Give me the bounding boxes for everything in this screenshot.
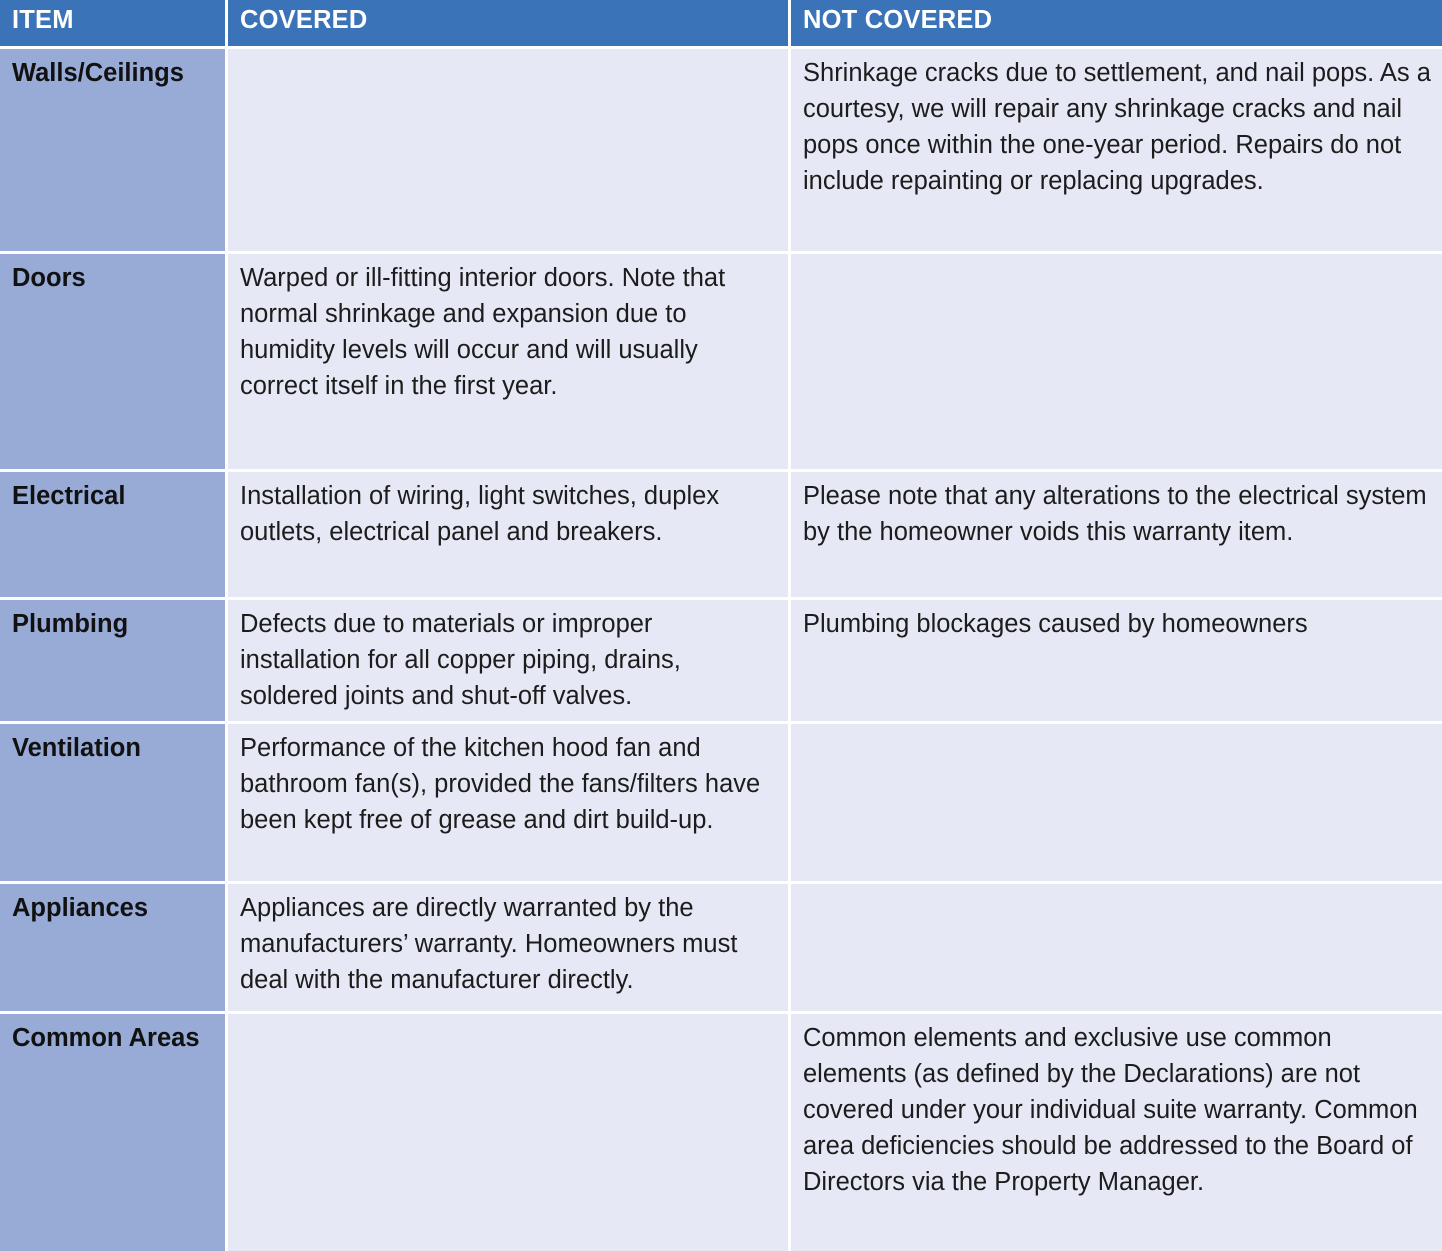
row-not-covered-electrical: Please note that any alterations to the electrical system by the homeowner voids this warranty item. [791,472,1442,597]
column-header-item: ITEM [0,0,225,46]
row-item-walls-ceilings: Walls/Ceilings [0,49,225,251]
row-not-covered-appliances [791,884,1442,1011]
row-item-appliances: Appliances [0,884,225,1011]
row-item-doors: Doors [0,254,225,469]
row-covered-common-areas [228,1014,788,1251]
column-header-not-covered: NOT COVERED [791,0,1442,46]
row-covered-ventilation: Performance of the kitchen hood fan and bathroom fan(s), provided the fans/filters have been kept free of grease and dirt build-up. [228,724,788,881]
row-not-covered-ventilation [791,724,1442,881]
row-not-covered-doors [791,254,1442,469]
row-covered-doors: Warped or ill-fitting interior doors. Note that normal shrinkage and expansion due to humidity levels will occur and will usually correct itself in the first year. [228,254,788,469]
row-covered-plumbing: Defects due to materials or improper installation for all copper piping, drains, soldered joints and shut-off valves. [228,600,788,721]
row-item-common-areas: Common Areas [0,1014,225,1251]
row-covered-walls-ceilings [228,49,788,251]
row-not-covered-walls-ceilings: Shrinkage cracks due to settlement, and nail pops. As a courtesy, we will repair any shrinkage cracks and nail pops once within the one-year period. Repairs do not include repainting or replacing upgrades. [791,49,1442,251]
column-header-covered: COVERED [228,0,788,46]
row-item-plumbing: Plumbing [0,600,225,721]
row-item-ventilation: Ventilation [0,724,225,881]
row-not-covered-plumbing: Plumbing blockages caused by homeowners [791,600,1442,721]
row-not-covered-common-areas: Common elements and exclusive use common elements (as defined by the Declarations) are not covered under your individual suite warranty. Common area deficiencies should be addressed to the Board of Directors via the Property Manager. [791,1014,1442,1251]
row-item-electrical: Electrical [0,472,225,597]
row-covered-electrical: Installation of wiring, light switches, duplex outlets, electrical panel and breakers. [228,472,788,597]
row-covered-appliances: Appliances are directly warranted by the manufacturers’ warranty. Homeowners must deal with the manufacturer directly. [228,884,788,1011]
